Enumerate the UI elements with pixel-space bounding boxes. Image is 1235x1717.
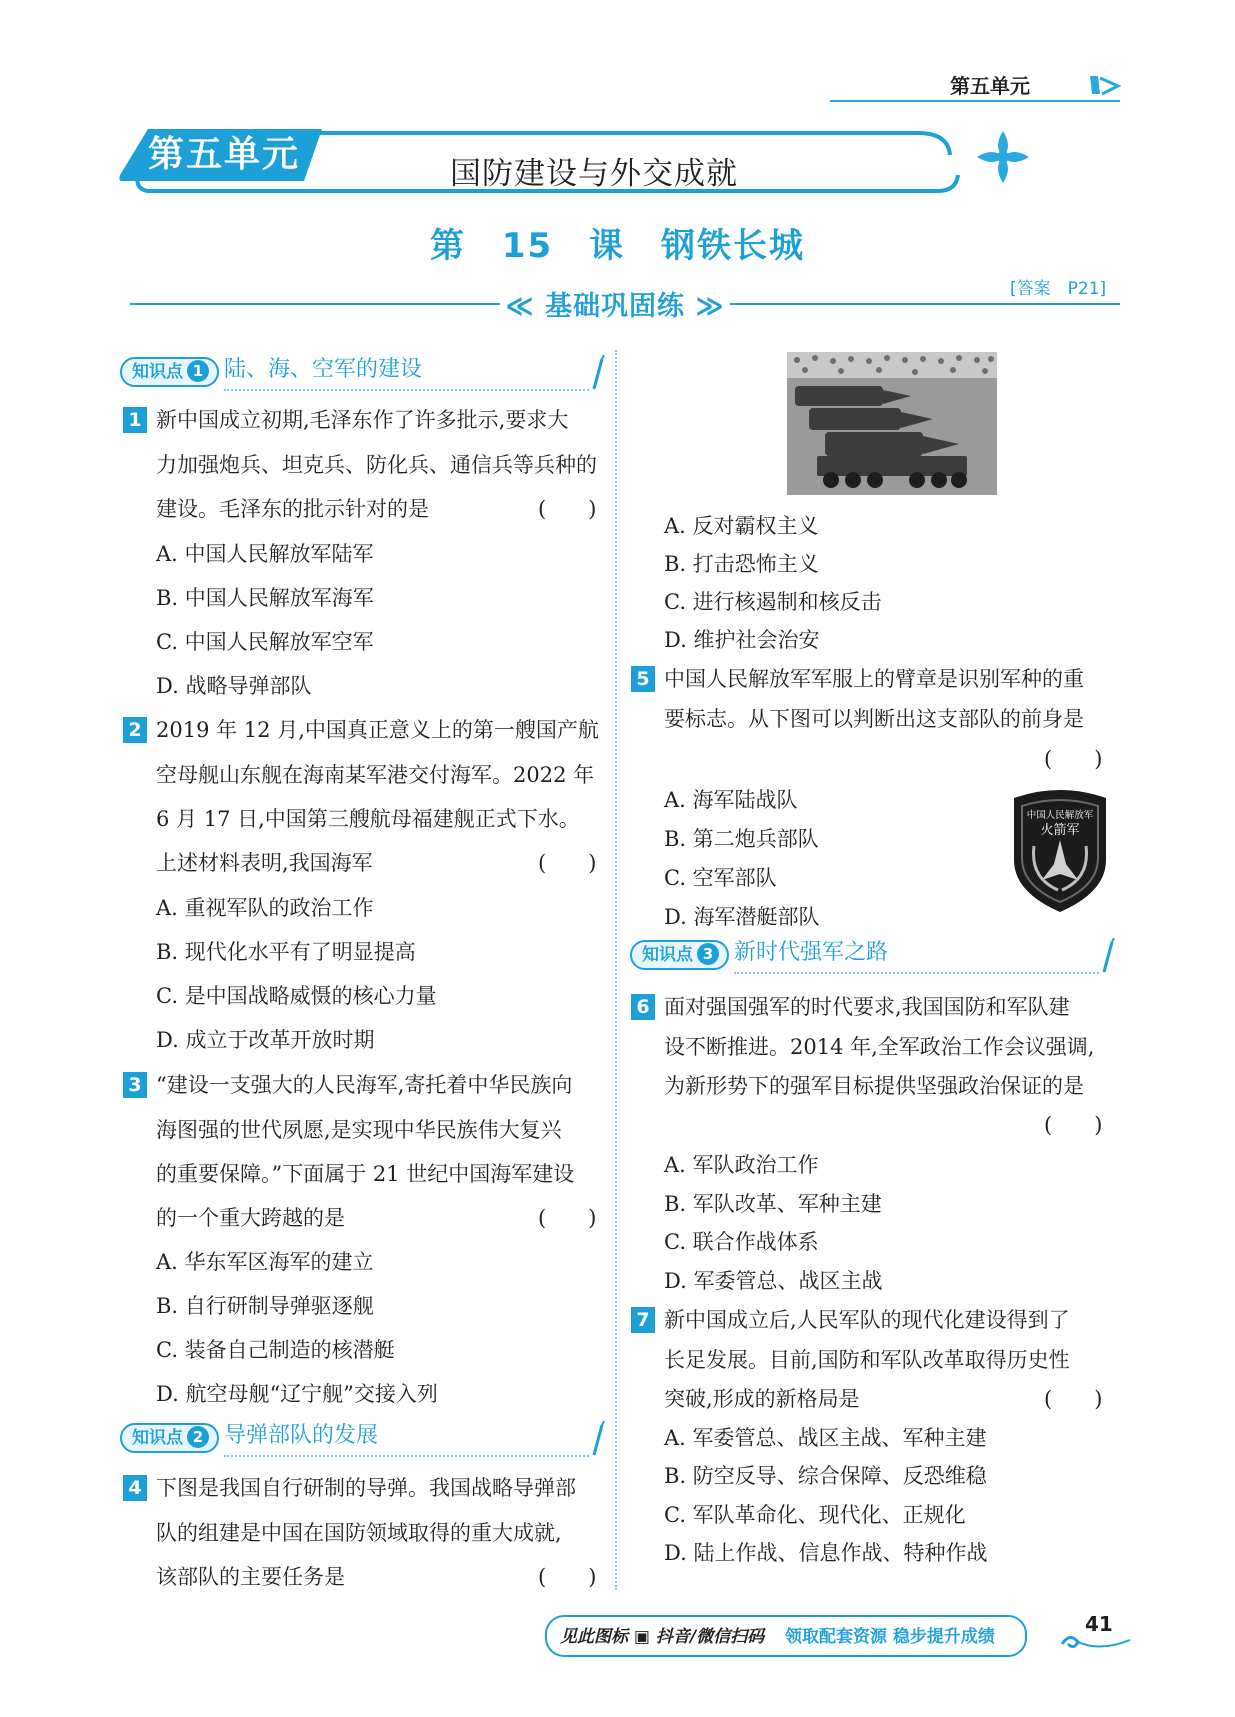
column-divider <box>615 350 617 1590</box>
option-d[interactable]: D. 成立于改革开放时期 <box>156 1028 375 1052</box>
question-stem-line: “建设一支强大的人民海军,寄托着中华民族向 <box>156 1073 573 1097</box>
question-stem-line: 要标志。从下图可以判断出这支部队的前身是 <box>664 707 1084 731</box>
question-stem-line: 下图是我国自行研制的导弹。我国战略导弹部 <box>156 1476 576 1500</box>
option-b[interactable]: B. 自行研制导弹驱逐舰 <box>156 1294 374 1318</box>
option-c[interactable]: C. 中国人民解放军空军 <box>156 630 374 654</box>
pencil-icon <box>591 1421 605 1457</box>
answer-bracket[interactable]: ( ) <box>538 497 597 521</box>
knowledge-point-title: 导弹部队的发展 <box>224 1423 379 1448</box>
option-a[interactable]: A. 军队政治工作 <box>664 1153 819 1177</box>
knowledge-point-header <box>630 938 1120 972</box>
option-d[interactable]: D. 陆上作战、信息作战、特种作战 <box>664 1541 988 1565</box>
option-d[interactable]: D. 维护社会治安 <box>664 628 820 652</box>
answer-bracket[interactable]: ( ) <box>538 851 597 875</box>
question-stem-line: 设不断推进。2014 年,全军政治工作会议强调, <box>664 1035 1095 1059</box>
footer-resource-link[interactable]: 领取配套资源 稳步提升成绩 <box>785 1627 995 1647</box>
section-rule-right <box>730 303 1120 305</box>
pencil-icon <box>1101 938 1115 974</box>
question-stem-line: 2019 年 12 月,中国真正意义上的第一艘国产航 <box>156 718 599 742</box>
running-head: 第五单元 <box>950 74 1030 98</box>
question-stem-line: 建设。毛泽东的批示针对的是 <box>156 497 429 521</box>
question-number: 1 <box>123 407 147 433</box>
question-number: 7 <box>631 1307 655 1333</box>
arrow-flag-icon <box>1088 72 1122 100</box>
question-stem-line: 队的组建是中国在国防领域取得的重大成就, <box>156 1521 562 1545</box>
option-a[interactable]: A. 反对霸权主义 <box>664 514 819 538</box>
page-number: 41 <box>1085 1612 1113 1636</box>
dotted-rule <box>224 1455 589 1457</box>
option-a[interactable]: A. 海军陆战队 <box>664 788 798 812</box>
option-b[interactable]: B. 中国人民解放军海军 <box>156 586 374 610</box>
knowledge-point-header <box>120 1421 605 1455</box>
question-number: 2 <box>123 717 147 743</box>
knowledge-point-badge: 知识点 1 <box>120 357 219 387</box>
answer-bracket[interactable]: ( ) <box>538 1565 597 1589</box>
question-stem-line: 长足发展。目前,国防和军队改革取得历史性 <box>664 1348 1070 1372</box>
question-number: 6 <box>631 994 655 1020</box>
unit-title: 国防建设与外交成就 <box>450 156 738 192</box>
question-stem-line: 海图强的世代夙愿,是实现中华民族伟大复兴 <box>156 1118 562 1142</box>
option-b[interactable]: B. 军队改革、军种主建 <box>664 1192 882 1216</box>
pencil-icon <box>591 355 605 391</box>
option-d[interactable]: D. 战略导弹部队 <box>156 674 312 698</box>
question-stem-line: 该部队的主要任务是 <box>156 1565 345 1589</box>
option-d[interactable]: D. 海军潜艇部队 <box>664 905 820 929</box>
option-c[interactable]: C. 进行核遏制和核反击 <box>664 590 882 614</box>
answer-bracket[interactable]: ( ) <box>1044 1387 1103 1411</box>
lesson-title: 第 15 课 钢铁长城 <box>430 226 805 266</box>
question-stem-line: 力加强炮兵、坦克兵、防化兵、通信兵等兵种的 <box>156 453 597 477</box>
answer-bracket[interactable]: ( ) <box>538 1206 597 1230</box>
rocket-force-badge <box>1008 788 1112 914</box>
question-stem-line: 中国人民解放军军服上的臂章是识别军种的重 <box>664 667 1084 691</box>
answer-bracket[interactable]: ( ) <box>1044 1113 1103 1137</box>
answer-reference: [答案 P21] <box>1010 279 1107 299</box>
question-number: 4 <box>123 1475 147 1501</box>
option-c[interactable]: C. 军队革命化、现代化、正规化 <box>664 1503 966 1527</box>
option-c[interactable]: C. 空军部队 <box>664 866 777 890</box>
missile-parade-photo <box>787 352 997 495</box>
question-stem-line: 为新形势下的强军目标提供坚强政治保证的是 <box>664 1074 1084 1098</box>
option-a[interactable]: A. 中国人民解放军陆军 <box>156 542 374 566</box>
question-stem-line: 面对强国强军的时代要求,我国国防和军队建 <box>664 995 1070 1019</box>
option-b[interactable]: B. 防空反导、综合保障、反恐维稳 <box>664 1464 987 1488</box>
option-b[interactable]: B. 第二炮兵部队 <box>664 827 819 851</box>
dotted-rule <box>224 389 589 391</box>
badge-text-line1: 中国人民解放军 <box>1026 810 1094 821</box>
wave-ornament-icon <box>1060 1630 1132 1652</box>
dotted-rule <box>734 972 1099 974</box>
option-d[interactable]: D. 军委管总、战区主战 <box>664 1269 883 1293</box>
question-stem-line: 突破,形成的新格局是 <box>664 1387 860 1411</box>
option-a[interactable]: A. 重视军队的政治工作 <box>156 896 374 920</box>
option-d[interactable]: D. 航空母舰“辽宁舰”交接入列 <box>156 1382 438 1406</box>
question-stem-line: 6 月 17 日,中国第三艘航母福建舰正式下水。 <box>156 807 580 831</box>
knowledge-point-badge: 知识点 2 <box>120 1423 219 1453</box>
answer-bracket[interactable]: ( ) <box>1044 747 1103 771</box>
question-number: 5 <box>631 666 655 692</box>
option-b[interactable]: B. 打击恐怖主义 <box>664 552 819 576</box>
knowledge-point-header <box>120 355 605 389</box>
running-head-rule <box>830 100 1120 102</box>
footer-scan-prompt: 见此图标 ▣ 抖音/微信扫码 <box>560 1627 765 1647</box>
option-a[interactable]: A. 军委管总、战区主战、军种主建 <box>664 1426 987 1450</box>
option-c[interactable]: C. 装备自己制造的核潜艇 <box>156 1338 395 1362</box>
question-stem-line: 上述材料表明,我国海军 <box>156 851 373 875</box>
option-b[interactable]: B. 现代化水平有了明显提高 <box>156 940 416 964</box>
question-number: 3 <box>123 1072 147 1098</box>
knowledge-point-title: 陆、海、空军的建设 <box>224 357 423 382</box>
option-a[interactable]: A. 华东军区海军的建立 <box>156 1250 374 1274</box>
unit-tag: 第五单元 <box>148 134 301 175</box>
section-title: ≪ 基础巩固练 ≫ <box>505 291 725 322</box>
knowledge-point-badge: 知识点 3 <box>630 940 729 970</box>
option-c[interactable]: C. 联合作战体系 <box>664 1230 819 1254</box>
badge-text-line2: 火箭军 <box>1040 823 1080 838</box>
question-stem-line: 空母舰山东舰在海南某军港交付海军。2022 年 <box>156 763 595 787</box>
question-stem-line: 新中国成立后,人民军队的现代化建设得到了 <box>664 1308 1070 1332</box>
knowledge-point-title: 新时代强军之路 <box>734 940 889 965</box>
section-rule-left <box>130 303 500 305</box>
question-stem-line: 新中国成立初期,毛泽东作了许多批示,要求大 <box>156 408 569 432</box>
question-stem-line: 的重要保障。”下面属于 21 世纪中国海军建设 <box>156 1162 575 1186</box>
option-c[interactable]: C. 是中国战略威慑的核心力量 <box>156 984 437 1008</box>
question-stem-line: 的一个重大跨越的是 <box>156 1206 345 1230</box>
